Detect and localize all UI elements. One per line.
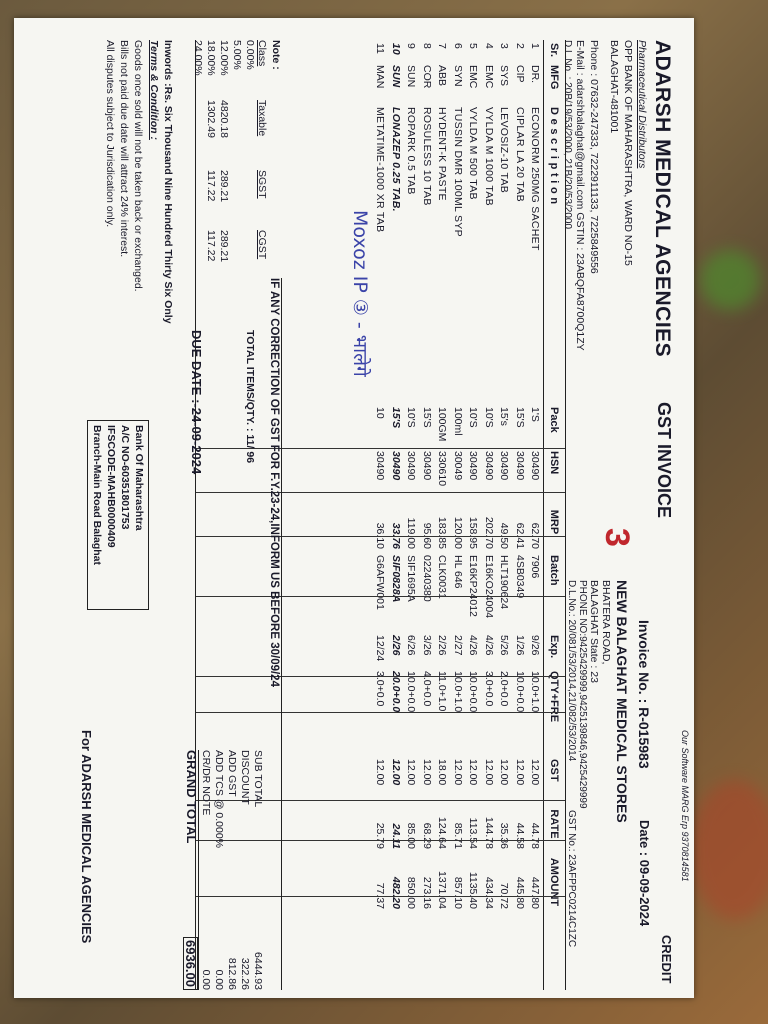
gst-summary-row xyxy=(204,40,217,290)
bank-line: Bank Of Maharashtra xyxy=(133,425,145,531)
table-cell: SIF0828A xyxy=(389,555,402,603)
gst-summary-row xyxy=(243,40,256,290)
table-cell: 10'S xyxy=(405,407,418,428)
table-cell: 35.36 xyxy=(498,822,511,849)
total-label: DISCOUNT xyxy=(239,750,251,805)
table-cell: 9/26 xyxy=(529,635,542,656)
table-cell: 434.34 xyxy=(482,876,495,909)
col-header: HSN xyxy=(548,451,561,475)
table-cell: 10.0+1.0 xyxy=(529,671,542,713)
table-row xyxy=(450,40,466,990)
col-header: Exp. xyxy=(548,635,561,659)
total-label: ADD GST xyxy=(226,750,238,797)
table-cell: 30490 xyxy=(513,451,526,481)
table-cell: 482.20 xyxy=(389,876,402,909)
invoice-date: Date : 09-09-2024 xyxy=(637,820,652,927)
table-cell: 15'S xyxy=(420,407,433,428)
table-cell: 30490 xyxy=(405,451,418,481)
table-cell: 2/26 xyxy=(389,635,402,656)
table-cell: METATIME-1000 XR TAB xyxy=(374,107,387,233)
total-value: 6444.93 xyxy=(252,952,264,990)
table-cell: 120.00 xyxy=(451,516,464,549)
table-cell: 3.0+0.0 xyxy=(374,671,387,707)
col-header: Pack xyxy=(548,407,561,433)
table-cell: 447.80 xyxy=(529,876,542,909)
col-header: D e s c r i p t i o n xyxy=(548,107,561,205)
table-cell: 12.00 xyxy=(389,759,402,786)
table-cell: 44.58 xyxy=(513,822,526,849)
table-cell: 12.00 xyxy=(467,759,480,786)
table-cell: SYS xyxy=(498,65,511,87)
total-value: 6936.00 xyxy=(183,937,198,990)
table-cell: 25.79 xyxy=(374,822,387,849)
gst-summary-cell: 0.00% xyxy=(244,40,256,70)
total-row xyxy=(251,750,264,990)
table-cell: 1135.40 xyxy=(467,871,480,909)
total-row xyxy=(225,750,238,990)
handwritten-note: Moxoz IP ③ - भालेगे xyxy=(349,210,371,377)
gst-summary-cell: 289.21 xyxy=(218,230,230,263)
table-cell: SYN xyxy=(451,65,464,87)
table-cell: 10.0+0.0 xyxy=(513,671,526,713)
gst-summary-cell: 4820.18 xyxy=(218,100,230,138)
table-cell: ABB xyxy=(436,65,449,87)
items-table-body xyxy=(373,40,544,990)
table-cell: ECONORM 250MG SACHET xyxy=(529,107,542,251)
table-cell: 95.60 xyxy=(420,522,433,549)
table-cell: 7906 xyxy=(529,555,542,579)
gst-summary-cell: 12.00% xyxy=(218,40,230,76)
items-table-header xyxy=(543,40,565,990)
table-cell: 273.16 xyxy=(420,876,433,909)
table-cell: VYLDA M 500 TAB xyxy=(467,107,480,200)
table-cell: MAN xyxy=(374,65,387,89)
table-cell: 2/27 xyxy=(451,635,464,656)
buyer-address: BHATERA ROAD, xyxy=(600,580,612,665)
correction-note: IF ANY CORRECTION OF GST FOR F.Y.23-24,INFORM US BEFORE 30/09/24 xyxy=(268,278,282,990)
table-cell: CIPLAR LA 20 TAB xyxy=(513,107,526,202)
invoice-type: CREDIT xyxy=(659,935,674,984)
total-row xyxy=(212,750,225,990)
table-cell: 144.78 xyxy=(482,816,495,849)
seller-email-gstin: E-Mail : adarshbalaghat@gmail.com GSTIN : 23ABQFA8700Q1ZY xyxy=(574,40,586,351)
table-cell: 10 xyxy=(374,407,387,419)
column-divider xyxy=(197,712,566,713)
table-cell: 68.29 xyxy=(420,822,433,849)
buyer-state: BALAGHAT State : 23 xyxy=(588,580,600,683)
table-row xyxy=(373,40,389,990)
table-cell: ROSULESS 10 TAB xyxy=(420,107,433,206)
table-cell: DR. xyxy=(529,65,542,84)
table-cell: 36.10 xyxy=(374,522,387,549)
table-cell: 857.10 xyxy=(451,876,464,909)
seller-dl: D.L.No. : 20B/19/53/2000, 21B/20/53/2000 xyxy=(562,40,573,230)
total-label: ADD TCS @ 0.000% xyxy=(213,750,225,849)
table-cell: LONAZEP 0.25 TAB. xyxy=(389,107,402,212)
table-cell: 30490 xyxy=(529,451,542,481)
table-cell: 15's xyxy=(498,407,511,426)
table-cell: EMC xyxy=(467,65,480,89)
invoice-paper xyxy=(14,18,694,998)
table-cell: CIP xyxy=(513,65,526,83)
table-cell: EMC xyxy=(482,65,495,89)
table-cell: 9 xyxy=(405,43,418,49)
buyer-gst: GST No.: 23AFPPC0214C1ZC xyxy=(566,810,577,948)
table-cell: 10.0+0.0 xyxy=(467,671,480,713)
totals-block xyxy=(183,750,264,990)
terms-line: Bills not paid due date will attract 24% interest. xyxy=(118,40,130,258)
total-items: TOTAL ITEMS/QTY. : 11/ 96 xyxy=(244,330,256,464)
buyer-phone: PHONE NO:9425429999,9425139846,9425429999 xyxy=(577,580,588,809)
table-row xyxy=(512,40,528,990)
table-row xyxy=(481,40,497,990)
table-cell: HYDENT-K PASTE xyxy=(436,107,449,201)
table-cell: 30490 xyxy=(389,451,402,481)
table-cell: 330610 xyxy=(436,451,449,487)
software-note: Our Software MARG Erp 9370814581 xyxy=(680,730,690,882)
amount-in-words: Inwords :Rs. Six Thousand Nine Hundred Thirty Six Only xyxy=(162,40,174,324)
table-cell: 12.00 xyxy=(451,759,464,786)
gst-summary-cell: 18.00% xyxy=(205,40,217,76)
table-cell: 11.0+1.0 xyxy=(436,671,449,712)
table-cell: 1'S xyxy=(529,407,542,422)
table-cell: 85.71 xyxy=(451,822,464,849)
table-cell: 12.00 xyxy=(374,759,387,786)
invoice-heading: GST INVOICE xyxy=(654,402,674,519)
table-row xyxy=(466,40,482,990)
column-divider xyxy=(197,596,566,597)
seller-tagline: Pharmaceutical Distributors xyxy=(636,40,648,169)
table-cell: 30490 xyxy=(498,451,511,481)
table-cell: 77.37 xyxy=(374,882,387,909)
table-cell: 30490 xyxy=(482,451,495,481)
gst-summary-cell: 289.21 xyxy=(218,170,230,203)
table-cell: HL 646 xyxy=(451,555,464,589)
table-cell: 62.41 xyxy=(513,522,526,549)
table-cell: VYLDA M 1000 TAB xyxy=(482,107,495,206)
column-divider xyxy=(197,492,566,493)
table-cell: 1/26 xyxy=(513,635,526,656)
table-cell: 33.76 xyxy=(389,522,402,549)
table-cell: 15'S xyxy=(389,407,402,429)
gst-summary-cell: Taxable xyxy=(256,100,268,137)
col-header: MFG xyxy=(548,65,561,90)
terms-line: All disputes subject to Jurisdication only. xyxy=(104,40,116,228)
table-cell: 85.00 xyxy=(405,822,418,849)
col-header: Sr. xyxy=(548,43,561,58)
background-stain xyxy=(700,250,760,310)
total-row xyxy=(199,750,212,990)
gst-summary-cell: 1302.49 xyxy=(205,100,217,138)
gst-summary-table xyxy=(191,40,268,290)
total-row xyxy=(183,750,199,990)
bank-line: A/C NO-60351801753 xyxy=(119,425,131,530)
table-cell: 183.85 xyxy=(436,516,449,549)
table-cell: 12.00 xyxy=(405,759,418,786)
invoice-document xyxy=(34,40,690,990)
total-value: 812.86 xyxy=(226,957,238,990)
due-date: DUE DATE :-24-09-2024 xyxy=(189,330,204,475)
handwritten-stamp: 3 xyxy=(598,528,636,547)
table-cell: 10.0+0.0 xyxy=(405,671,418,713)
table-cell: 12.00 xyxy=(529,759,542,786)
table-cell: 3 xyxy=(498,43,511,49)
col-header: Batch xyxy=(548,555,561,586)
gst-summary-cell: 117.22 xyxy=(205,170,217,202)
table-row xyxy=(388,40,404,990)
table-cell: 18.00 xyxy=(436,759,449,786)
table-cell: 24.11 xyxy=(389,823,402,849)
table-cell: 10'S xyxy=(482,407,495,428)
table-cell: 445.80 xyxy=(513,876,526,909)
table-cell: 4 xyxy=(482,43,495,49)
table-cell: 1371.04 xyxy=(436,871,449,909)
table-cell: E16KP24012 xyxy=(467,555,480,617)
table-cell: 113.54 xyxy=(467,817,480,849)
table-cell: 30490 xyxy=(420,451,433,481)
table-cell: CLK0031 xyxy=(436,555,449,599)
total-value: 0.00 xyxy=(213,969,225,990)
table-cell: 3/26 xyxy=(420,635,433,656)
table-cell: 3.0+0.0 xyxy=(482,671,495,707)
table-cell: 70.72 xyxy=(498,882,511,909)
gst-summary-cell: 24.00% xyxy=(192,40,204,76)
table-cell: 202.70 xyxy=(482,516,495,549)
table-cell: 12/24 xyxy=(374,635,387,662)
table-cell: 4.0+0.0 xyxy=(420,671,433,707)
table-cell: 11 xyxy=(374,43,387,54)
table-cell: 30490 xyxy=(374,451,387,481)
col-header: GST xyxy=(548,759,561,782)
table-cell: E16KO24004 xyxy=(482,555,495,619)
gst-summary-cell: SGST xyxy=(256,170,268,199)
total-label: SUB TOTAL xyxy=(252,750,264,808)
note-label: Note : xyxy=(270,40,282,70)
table-cell: 4SB0349 xyxy=(513,555,526,599)
table-cell: 119.00 xyxy=(405,517,418,549)
table-cell: SIF1695A xyxy=(405,555,418,602)
terms-line: Goods once sold will not be taken back or exchanged. xyxy=(132,40,144,292)
table-cell: 850.00 xyxy=(405,876,418,909)
table-cell: 12.00 xyxy=(420,759,433,786)
table-cell: SUN xyxy=(389,65,402,88)
table-row xyxy=(419,40,435,990)
table-cell: 2 xyxy=(513,43,526,49)
table-cell: 12.00 xyxy=(482,759,495,786)
table-cell: 20.0+0.0 xyxy=(389,671,402,713)
gst-summary-row xyxy=(230,40,243,290)
table-cell: 7 xyxy=(436,43,449,49)
table-cell: 4/26 xyxy=(467,635,480,656)
total-label: GRAND TOTAL xyxy=(184,750,199,844)
table-cell: 02240380 xyxy=(420,555,433,602)
table-cell: 30049 xyxy=(451,451,464,481)
table-cell: 10.0+1.0 xyxy=(451,671,464,713)
table-cell: ROPARK 0.5 TAB xyxy=(405,107,418,195)
table-cell: 6 xyxy=(451,43,464,49)
table-cell: SUN xyxy=(405,65,418,88)
table-cell: 10 xyxy=(389,43,402,55)
table-cell: 124.64 xyxy=(436,816,449,849)
table-cell: 100GM xyxy=(436,407,449,442)
gst-summary-header xyxy=(256,40,268,290)
table-cell: 158.95 xyxy=(467,516,480,549)
bank-line: IFSCODE-MAHB0000409 xyxy=(105,425,117,548)
seller-city: BALAGHAT-481001 xyxy=(608,40,620,134)
gst-summary-row xyxy=(217,40,230,290)
table-cell: 44.78 xyxy=(529,822,542,849)
table-cell: 1 xyxy=(529,43,542,49)
seller-phone: Phone : 07632-247333, 7222911133, 7225849556 xyxy=(588,40,600,274)
signature-line: For ADARSH MEDICAL AGENCIES xyxy=(79,730,94,944)
bank-details xyxy=(87,420,149,610)
table-cell: 10'S xyxy=(467,407,480,428)
table-row xyxy=(435,40,451,990)
gst-summary-cell: Class xyxy=(256,40,268,67)
table-row xyxy=(404,40,420,990)
table-row xyxy=(528,40,544,990)
gst-summary-cell: 5.00% xyxy=(231,40,243,70)
table-cell: 6/26 xyxy=(405,635,418,656)
gst-summary-cell: 117.22 xyxy=(205,230,217,262)
table-cell: 8 xyxy=(420,43,433,49)
table-cell: 12.00 xyxy=(498,759,511,786)
table-row xyxy=(497,40,513,990)
table-cell: TUSSIN DMR 100ML SYP xyxy=(451,107,464,237)
total-label: CR/DR NOTE xyxy=(200,750,212,816)
background-stain xyxy=(690,780,768,920)
table-cell: 100ml xyxy=(451,407,464,436)
total-row xyxy=(238,750,251,990)
col-header: RATE xyxy=(548,809,561,839)
table-cell: 4/26 xyxy=(482,635,495,656)
total-value: 0.00 xyxy=(200,969,212,990)
column-divider xyxy=(197,676,566,677)
bank-line: Branch-Main Road Balaghat xyxy=(91,425,103,566)
seller-name: ADARSH MEDICAL AGENCIES xyxy=(651,40,674,358)
total-value: 322.26 xyxy=(239,957,251,990)
table-cell: 2.0+0.0 xyxy=(498,671,511,707)
table-cell: 2/26 xyxy=(436,635,449,656)
terms-heading: Terms & Condition : xyxy=(148,40,160,140)
buyer-dl: D.L.No.: 20/081/53/2014,21/082/53/2014 xyxy=(566,580,577,762)
table-cell: 30490 xyxy=(467,451,480,481)
table-cell: 12.00 xyxy=(513,759,526,786)
table-cell: 62.70 xyxy=(529,522,542,549)
seller-address: OPP BANK OF MAHARASHTRA, WARD NO-15 xyxy=(622,40,634,266)
gst-summary-cell: CGST xyxy=(256,230,268,260)
table-cell: 5 xyxy=(467,43,480,49)
col-header: AMOUNT xyxy=(548,857,561,907)
col-header: MRP xyxy=(548,509,561,535)
table-cell: COR xyxy=(420,65,433,89)
buyer-name: NEW BALAGHAT MEDICAL STORES xyxy=(614,580,630,823)
table-cell: LEVOSIZ-10 TAB xyxy=(498,107,511,194)
gst-summary-row xyxy=(191,40,204,290)
column-divider xyxy=(197,536,566,537)
table-cell: 5/26 xyxy=(498,635,511,656)
table-cell: G6AFW001 xyxy=(374,555,387,610)
table-cell: 15'S xyxy=(513,407,526,428)
table-cell: HLT190624 xyxy=(498,555,511,610)
col-header: QTY+FRE xyxy=(548,671,561,723)
table-cell: 49.50 xyxy=(498,522,511,549)
invoice-number: Invoice No. : R-015983 xyxy=(636,620,652,769)
